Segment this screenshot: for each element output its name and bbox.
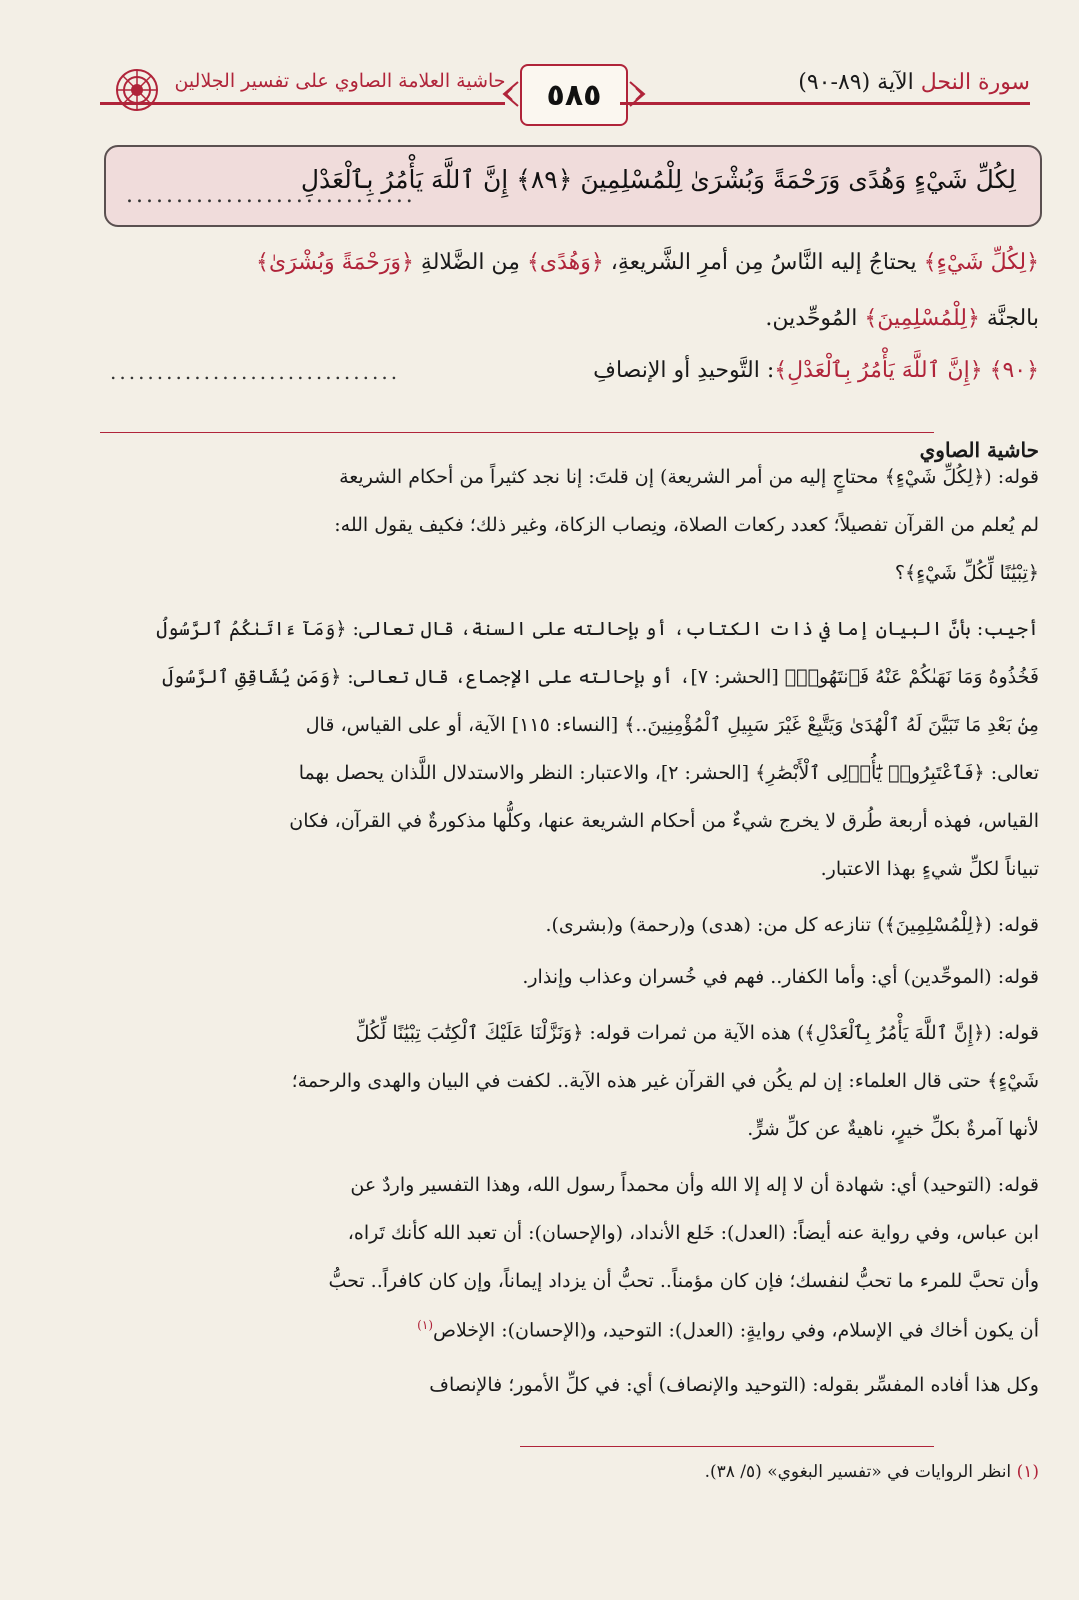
- tafsir-line-1: [256, 250, 1039, 275]
- footnote-reference: (١): [417, 1318, 433, 1332]
- commentary-line: وأن تحبَّ للمرء ما تحبُّ لنفسك؛ فإن كان مؤمناً.. تحبُّ أن يزداد إيماناً، وإن كان كافراً.. تحبُّ: [328, 1270, 1039, 1292]
- commentary-text: أن يكون أخاك في الإسلام، وفي روايةٍ: (العدل): التوحيد، و(الإحسان): الإخلاص: [433, 1319, 1039, 1342]
- footnote-divider: [520, 1446, 934, 1447]
- commentary-line: القياس، فهذه أربعة طُرق لا يخرج شيءٌ من أحكام الشريعة عنها، وكلُّها مذكورةٌ في القرآن، فكان: [289, 810, 1039, 832]
- quote-li-kulli-shay: ﴿لِكُلِّ شَيْءٍ﴾: [923, 250, 1039, 275]
- ayah-range: الآية (٨٩-٩٠): [798, 70, 914, 95]
- commentary-line: قوله: (﴿لِكُلِّ شَيْءٍ﴾ محتاجٍ إليه من أمر الشريعة) إن قلتَ: إنا نجد كثيراً من أحكام الشريعة: [339, 466, 1039, 488]
- page-header: [100, 60, 1030, 140]
- commentary-line: تبياناً لكلِّ شيءٍ بهذا الاعتبار.: [820, 858, 1039, 880]
- commentary-line: شَيْءٍ﴾ حتى قال العلماء: إن لم يكُن في القرآن غير هذه الآية.. لكفت في البيان والهدى والرحمة؛: [291, 1070, 1039, 1092]
- footnote-number: (١): [1016, 1462, 1039, 1482]
- tafsir-text: بالجنَّة: [979, 306, 1039, 331]
- commentary-line: ابن عباس، وفي رواية عنه أيضاً: (العدل): خَلع الأنداد، (والإحسان): أن تعبد الله كأنك تَراه،: [347, 1222, 1039, 1244]
- tafsir-line-3: [593, 358, 1039, 383]
- header-divider-left: [100, 102, 505, 105]
- tafsir-text: يحتاجُ إليه النَّاسُ مِن أمرِ الشَّريعةِ،: [603, 250, 924, 275]
- commentary-line: قوله: (الموحِّدين) أي: وأما الكفار.. فهم في خُسران وعذاب وإنذار.: [522, 966, 1039, 988]
- footnote-text: انظر الروايات في «تفسير البغوي» (٥/ ٣٨).: [704, 1462, 1012, 1482]
- quote-inna-allah: ﴿إِنَّ ٱللَّهَ يَأْمُرُ بِٱلْعَدْلِ﴾: [774, 358, 990, 383]
- quote-wa-hudan: ﴿وَهُدًى﴾: [526, 250, 604, 275]
- page-number-box: [520, 64, 628, 126]
- footnote: [705, 1462, 1039, 1482]
- sura-heading: [620, 70, 1030, 95]
- commentary-line: مِنۢ بَعْدِ مَا تَبَيَّنَ لَهُ ٱلْهُدَىٰ وَيَتَّبِعْ غَيْرَ سَبِيلِ ٱلْمُؤْمِنِينَ..﴾ [النساء: ١١٥] الآية، أو على القياس، قال: [305, 714, 1039, 736]
- commentary-title: حاشية الصاوي: [919, 438, 1039, 462]
- commentary-line: لم يُعلم من القرآن تفصيلاً؛ كعدد ركعات الصلاة، ونِصاب الزكاة، وغير ذلك؛ فكيف يقول الله:: [334, 514, 1039, 536]
- commentary-line: لأنها آمرةٌ بكلِّ خيرٍ، ناهيةٌ عن كلِّ شرٍّ.: [747, 1118, 1039, 1140]
- tafsir-text: مِن الضَّلالةِ: [413, 250, 527, 275]
- tafsir-line-2: [765, 306, 1039, 331]
- tafsir-text: : التَّوحيدِ أو الإنصافِ: [593, 358, 775, 383]
- rosette-ornament-icon: [115, 68, 159, 112]
- quote-rahmah-bushra: ﴿وَرَحْمَةً وَبُشْرَىٰ﴾: [256, 250, 414, 275]
- commentary-line: [417, 1318, 1039, 1341]
- ayah-number-90: ﴿٩٠﴾: [989, 358, 1039, 383]
- commentary-line: أجيب: بأنَّ البيان إما في ذات الكتاب، أو بإحالته على السنة، قال تعالى: ﴿وَمَآ ءَاتَىٰكُمُ ٱلرَّسُولُ: [156, 618, 1039, 640]
- ornament-left-icon: [500, 80, 520, 108]
- commentary-line: تعالى: ﴿فَٱعْتَبِرُوا۟ يَٰٓأُو۟لِى ٱلْأَبْصَٰرِ﴾ [الحشر: ٢]، والاعتبار: النظر والاستدلال اللَّذان يحصل بهما: [298, 762, 1039, 784]
- verse-text: لِكُلِّ شَيْءٍ وَهُدًى وَرَحْمَةً وَبُشْرَىٰ لِلْمُسْلِمِينَ ﴿٨٩﴾ إِنَّ ٱللَّهَ يَأْمُرُ بِٱلْعَدْلِ: [300, 165, 1016, 194]
- commentary-line: فَخُذُوهُ وَمَا نَهَىٰكُمْ عَنْهُ فَٱنتَهُوا۟﴾ [الحشر: ٧]، أو بإحالته على الإجماع، قال تعالى: ﴿وَمَن يُشَاقِقِ ٱلرَّسُولَ: [162, 666, 1039, 688]
- commentary-line: قوله: (التوحيد) أي: شهادة أن لا إله إلا الله وأن محمداً رسول الله، وهذا التفسير واردٌ عن: [350, 1174, 1039, 1196]
- section-divider: [100, 432, 934, 433]
- page-number: ٥٨٥: [546, 77, 602, 113]
- commentary-line: قوله: (﴿إِنَّ ٱللَّهَ يَأْمُرُ بِٱلْعَدْلِ﴾) هذه الآية من ثمرات قوله: ﴿وَنَزَّلْنَا عَلَيْكَ ٱلْكِتَٰبَ تِبْيَٰنًا لِّكُلِّ: [355, 1022, 1039, 1044]
- tafsir-text: المُوحِّدين.: [765, 306, 865, 331]
- commentary-line: قوله: (﴿لِلْمُسْلِمِينَ﴾) تنازعه كل من: (هدى) و(رحمة) و(بشرى).: [545, 914, 1039, 936]
- quran-verse-box: [104, 145, 1042, 227]
- verse-dots: .............................: [126, 183, 416, 208]
- commentary-line: وكل هذا أفاده المفسِّر بقوله: (التوحيد والإنصاف) أي: في كلِّ الأمور؛ فالإنصاف: [429, 1374, 1039, 1396]
- sura-name: سورة النحل: [920, 70, 1030, 95]
- commentary-line: ﴿تِبْيَٰنًا لِّكُلِّ شَيْءٍ﴾؟: [894, 562, 1039, 584]
- book-title: حاشية العلامة الصاوي على تفسير الجلالين: [174, 70, 506, 92]
- quote-lil-muslimin: ﴿لِلْمُسْلِمِينَ﴾: [864, 306, 980, 331]
- tafsir-dots: ...............................: [110, 360, 401, 384]
- header-divider-right: [620, 102, 1030, 105]
